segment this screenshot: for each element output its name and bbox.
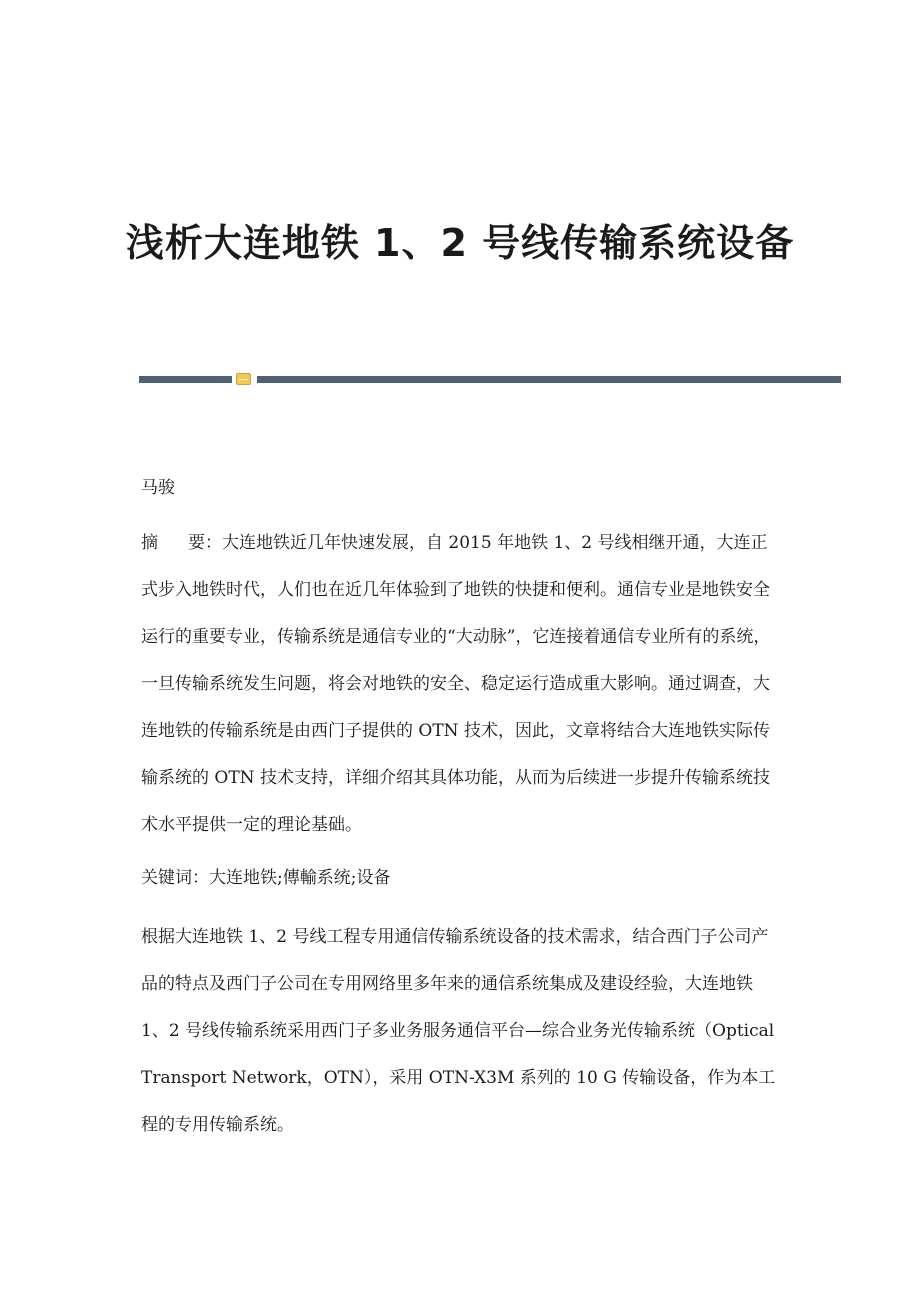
intro-paragraph: 根据大连地铁 1、2 号线工程专用通信传输系统设备的技术需求，结合西门子公司产品的特点及西门子公司在专用网络里多年来的通信系统集成及建设经验，大连地铁 1、2 号线传输系统采用西门子多业务服务通信平台—综合业务光传输系统（Optical Transport Network，OTN），采用 OTN-X3M 系列的 10 G 传输设备，作为本工程的专用传输系统。 [141,927,776,1135]
keywords-text: 大连地铁;傳輸系统;设备 [209,868,391,888]
abstract-paragraph [141,520,781,849]
divider-emblem-icon [236,373,251,385]
title-divider [139,373,841,387]
divider-bar-right [257,376,841,383]
document-title: 浅析大连地铁 1、2 号线传输系统设备 [125,221,795,265]
keywords-label: 关键词： [141,868,209,888]
keywords-line [141,855,781,902]
abstract-text: 大连地铁近几年快速发展，自 2015 年地铁 1、2 号线相继开通，大连正式步入地铁时代，人们也在近几年体验到了地铁的快捷和便利。通信专业是地铁安全运行的重要专业，传输系统是通信专业的“大动脉”，它连接着通信专业所有的系统，一旦传输系统发生问题，将会对地铁的安全、稳定运行造成重大影响。通过调查，大连地铁的传输系统是由西门子提供的 OTN 技术，因此，文章将结合大连地铁实际传输系统的 OTN 技术支持，详细介绍其具体功能，从而为后续进一步提升传输系统技术水平提供一定的理论基础。 [141,533,771,835]
abstract-label-start: 摘 [141,533,158,553]
author-name: 马骏 [141,478,175,498]
divider-bar-left [139,376,232,383]
abstract-label-end: 要： [188,533,222,553]
